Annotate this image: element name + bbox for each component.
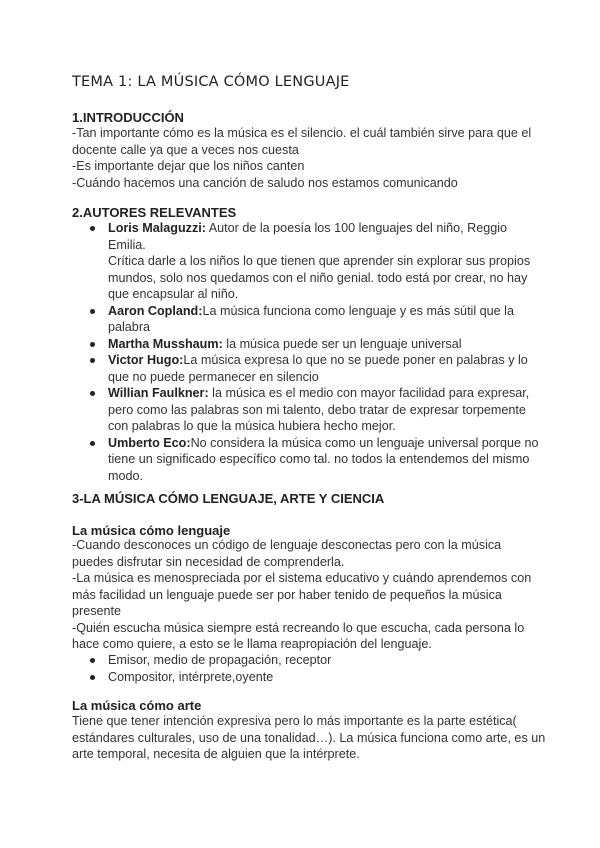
text-line: la música es el medio con mayor facilidad para expresar, [208, 386, 530, 400]
text-line: presente [72, 604, 122, 618]
arte-paragraph [72, 713, 545, 763]
text-line: más facilidad un lenguaje puede ser por haber tenido de pequeños la música [72, 587, 502, 602]
subheading-musica-arte: La música cómo arte [72, 698, 202, 713]
list-item [90, 435, 539, 485]
communication-list [90, 652, 530, 685]
text-line: pero como las palabras son mi talento, debo tratar de expresar torpemente [108, 402, 526, 417]
text-line: -Tan importante cómo es la música es el silencio. el cuál también sirve para que el [72, 126, 532, 140]
text-line: Emisor, medio de propagación, receptor [108, 653, 332, 667]
text-line: Emilia. [108, 237, 146, 252]
subheading-musica-lenguaje: La música cómo lenguaje [72, 523, 231, 538]
list-item [90, 385, 530, 435]
text-line: modo. [108, 468, 144, 483]
text-line: estándares culturales, uso de una tonalidad…). La música funciona como arte, es un [72, 730, 546, 745]
section-heading-introduccion: 1.INTRODUCCIÓN [72, 110, 184, 125]
bullet-icon [90, 675, 95, 680]
author-name: Victor Hugo: [108, 353, 184, 367]
list-item [90, 352, 530, 385]
list-item [90, 669, 530, 686]
author-name: Martha Musshaum: [108, 336, 223, 351]
bullet-icon [90, 441, 95, 446]
text-line: -Cuando desconoces un código de lenguaje desconectas pero con la música [72, 538, 502, 552]
text-line: Tiene que tener intención expresiva pero lo más importante es la parte estética( [72, 714, 517, 728]
author-name: Aaron Copland: [108, 303, 203, 318]
list-item [90, 303, 530, 336]
text-line: -Quién escucha música siempre está recreando lo que escucha, cada persona lo [72, 620, 525, 635]
text-line: La música expresa lo que no se puede poner en palabras y lo [183, 353, 528, 367]
text-line: que no puede permanecer en silencio [108, 369, 319, 384]
text-line: palabra [108, 320, 151, 334]
text-line: docente calle ya que a veces nos cuesta [72, 142, 299, 157]
text-line: Autor de la poesía los 100 lenguajes del niño, Reggio [205, 221, 508, 235]
bullet-icon [90, 358, 95, 363]
text-line: La música funciona como lenguaje y es más sútil que la [202, 303, 514, 318]
author-name: Umberto Eco: [108, 435, 191, 450]
author-name: Willian Faulkner: [108, 386, 209, 400]
author-name: Loris Malaguzzi: [108, 221, 206, 235]
text-line: mundos, solo nos quedamos con el niño genial. todo está por crear, no hay [108, 270, 528, 285]
text-line: -La música es menospreciada por el sistema educativo y cuándo aprendemos con [72, 571, 532, 585]
section-heading-lenguaje-arte-ciencia: 3-LA MÚSICA CÓMO LENGUAJE, ARTE Y CIENCIA [72, 491, 385, 506]
bullet-icon [90, 391, 95, 396]
section-heading-autores: 2.AUTORES RELEVANTES [72, 205, 237, 220]
list-item [90, 652, 530, 669]
bullet-icon [90, 309, 95, 314]
text-line: puedes disfrutar sin necesidad de comprenderla. [72, 554, 345, 569]
text-line: Crítica darle a los niños lo que tienen que aprender sin explorar sus propios [108, 254, 531, 268]
text-line: Compositor, intérprete,oyente [108, 669, 274, 684]
bullet-icon [90, 658, 95, 663]
lenguaje-paragraph [72, 537, 531, 653]
text-line: con palabras lo que la música hubiera hecho mejor. [108, 419, 396, 433]
document-title: TEMA 1: LA MÚSICA CÓMO LENGUAJE [72, 74, 350, 90]
text-line: que encapsular al niño. [108, 287, 239, 301]
text-line: la música puede ser un lenguaje universal [222, 336, 462, 351]
text-line: hace como quiere, a esto se le llama reapropiación del lenguaje. [72, 637, 432, 651]
text-line: arte temporal, necesita de alguien que la intérprete. [72, 747, 360, 761]
bullet-icon [90, 226, 95, 231]
text-line: -Cuándo hacemos una canción de saludo nos estamos comunicando [72, 175, 458, 190]
intro-paragraph [72, 125, 531, 191]
list-item [90, 220, 530, 303]
text-line: No considera la música como un lenguaje universal porque no [190, 435, 539, 450]
bullet-icon [90, 342, 95, 347]
text-line: tiene un significado específico como tal. no todos la entendemos del mismo [108, 452, 530, 466]
text-line: -Es importante dejar que los niños canten [72, 159, 305, 173]
authors-list [90, 220, 539, 484]
list-item [90, 336, 530, 353]
